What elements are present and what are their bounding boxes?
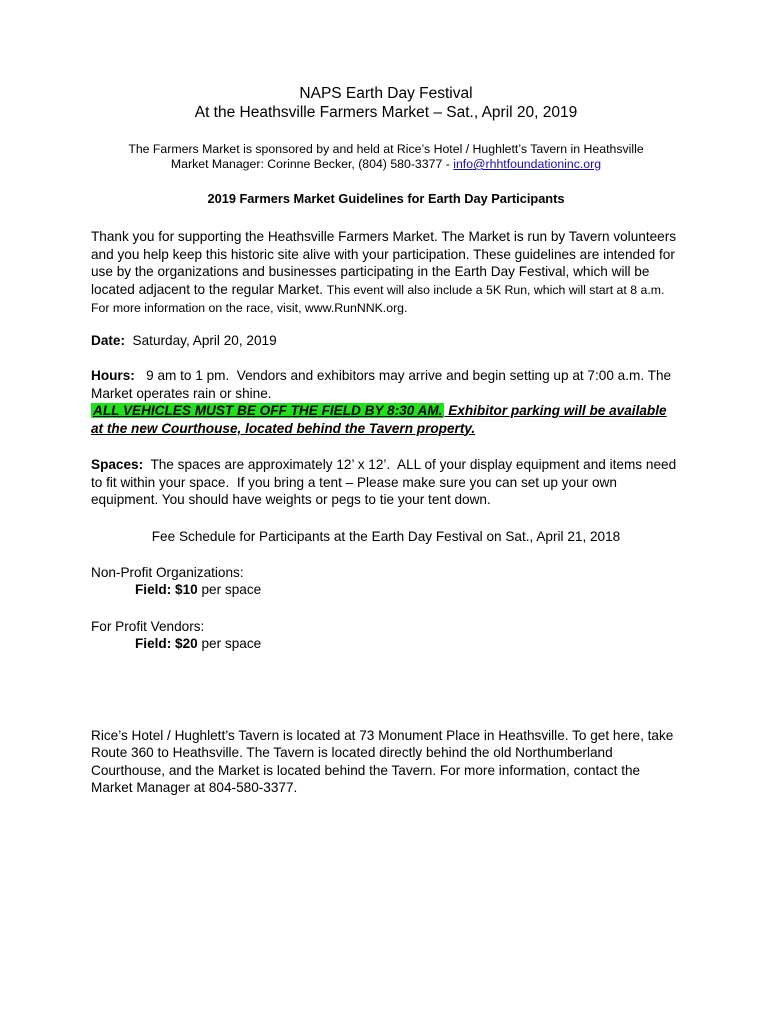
hours-value: 9 am to 1 pm. Vendors and exhibitors may arrive and begin setting up at 7:00 a.m. The Market operates rain or shine. xyxy=(91,368,675,401)
vehicle-warning xyxy=(91,402,681,437)
intro-run-info: This event will also include a 5K Run, which will start at 8 a.m. For more information on the race, visit, www.RunNNK.org. xyxy=(91,282,665,315)
forprofit-field-price: Field: $20 xyxy=(135,636,198,651)
nonprofit-label: Non-Profit Organizations: xyxy=(91,564,244,580)
date-value: Saturday, April 20, 2019 xyxy=(125,332,277,348)
intro-text: Thank you for supporting the Heathsville Farmers Market. The Market is run by Tavern volunteers and you help keep this historic site alive with your participation. These guidelines are intended for use by the organizations and businesses participating in the Earth Day Festival, which will be located adjacent to the regular Market. xyxy=(91,229,677,297)
nonprofit-fee xyxy=(91,564,681,599)
spaces-section xyxy=(91,456,681,509)
forprofit-price xyxy=(91,635,681,653)
fee-schedule-heading: Fee Schedule for Participants at the Earth Day Festival on Sat., April 21, 2018 xyxy=(151,528,621,544)
vehicle-warning-highlight: ALL VEHICLES MUST BE OFF THE FIELD BY 8:30 AM. xyxy=(93,403,443,418)
nonprofit-field-price: Field: $10 xyxy=(135,582,198,597)
date-label: Date: xyxy=(91,332,125,348)
forprofit-unit: per space xyxy=(197,636,262,651)
intro-paragraph xyxy=(91,228,681,318)
document-page xyxy=(91,84,681,797)
title-line-1: NAPS Earth Day Festival xyxy=(299,85,473,102)
sponsor-info xyxy=(91,142,681,172)
guidelines-heading: 2019 Farmers Market Guidelines for Earth Day Participants xyxy=(207,191,565,206)
hours-text xyxy=(91,367,681,402)
title-line-2: At the Heathsville Farmers Market – Sat., April 20, 2019 xyxy=(194,104,578,121)
hours-section xyxy=(91,367,681,437)
document-title xyxy=(91,84,681,122)
email-link[interactable]: info@rhhtfoundationinc.org xyxy=(453,157,602,171)
manager-contact: Market Manager: Corinne Becker, (804) 580-3377 - xyxy=(170,157,454,171)
manager-line xyxy=(91,157,681,172)
spaces-label: Spaces: xyxy=(91,457,144,472)
parking-notice: Exhibitor parking will be available at the new Courthouse, located behind the Tavern property. xyxy=(91,403,667,436)
date-section xyxy=(91,332,681,350)
location-paragraph: Rice’s Hotel / Hughlett’s Tavern is located at 73 Monument Place in Heathsville. To get here, take Route 360 to Heathsville. The Tavern is located directly behind the old Northumberland Courthouse, and the Market is located behind the Tavern. For more information, contact the Market Manager at 804-580-3377. xyxy=(91,727,674,795)
sponsor-line: The Farmers Market is sponsored by and held at Rice’s Hotel / Hughlett’s Tavern in Heathsville xyxy=(128,142,644,156)
nonprofit-unit: per space xyxy=(197,582,262,597)
forprofit-label: For Profit Vendors: xyxy=(91,618,205,634)
nonprofit-price xyxy=(91,581,681,599)
hours-label: Hours: xyxy=(91,368,135,383)
forprofit-fee xyxy=(91,618,681,653)
spaces-value: The spaces are approximately 12’ x 12’. ALL of your display equipment and items need to fit within your space. If you bring a tent – Please make sure you can set up your own equipment. You should have weights or pegs to tie your tent down. xyxy=(91,457,680,507)
